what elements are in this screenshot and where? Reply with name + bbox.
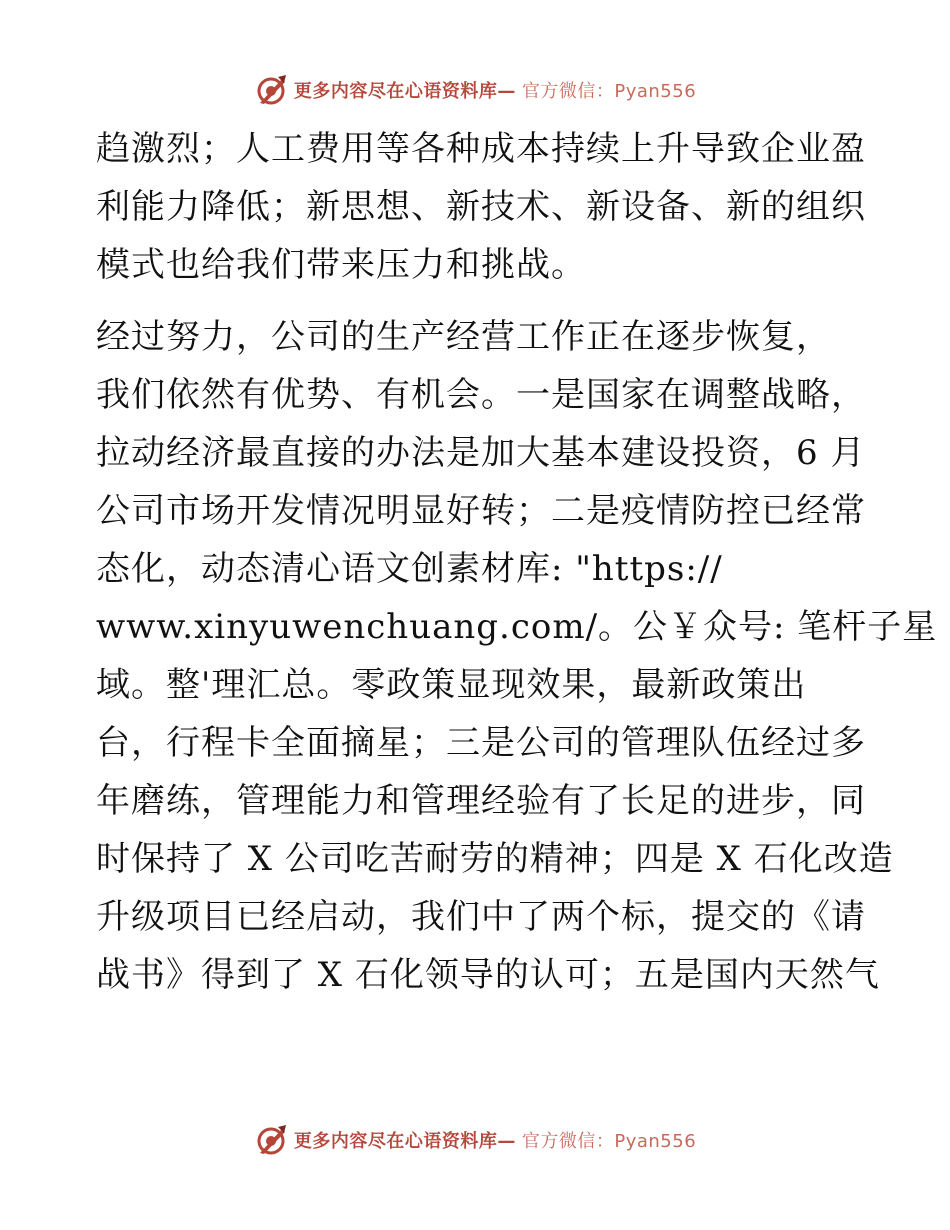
text-line: 台，行程卡全面摘星；三是公司的管理队伍经过多 bbox=[96, 723, 866, 763]
text-line: 战书》得到了 X 石化领导的认可；五是国内天然气 bbox=[96, 955, 880, 995]
document-body bbox=[96, 120, 938, 1004]
text-line: 利能力降低；新思想、新技术、新设备、新的组织 bbox=[96, 187, 866, 227]
text-line: 公司市场开发情况明显好转；二是疫情防控已经常 bbox=[96, 491, 866, 531]
text-line: 模式也给我们带来压力和挑战。 bbox=[96, 245, 586, 285]
text-line: 态化，动态清心语文创素材库: "https:// bbox=[96, 549, 723, 589]
quill-seal-icon bbox=[254, 73, 288, 107]
banner-library-text: 更多内容尽在心语资料库— bbox=[293, 81, 516, 102]
text-line: www.xinyuwenchuang.com/。公￥众号: 笔杆子星 bbox=[96, 607, 938, 647]
text-line: 我们依然有优势、有机会。一是国家在调整战略， bbox=[96, 375, 866, 415]
text-line: 经过努力，公司的生产经营工作正在逐步恢复， bbox=[96, 317, 831, 357]
quill-seal-icon bbox=[254, 1123, 288, 1157]
text-line: 拉动经济最直接的办法是加大基本建设投资，6 月 bbox=[96, 433, 866, 473]
text-line: 时保持了 X 公司吃苦耐劳的精神；四是 X 石化改造 bbox=[96, 839, 894, 879]
banner-wechat-text: 官方微信：Pyan556 bbox=[521, 81, 697, 102]
paragraph bbox=[96, 308, 938, 1004]
text-line: 趋激烈；人工费用等各种成本持续上升导致企业盈 bbox=[96, 129, 866, 169]
footer-banner bbox=[0, 1118, 950, 1162]
text-line: 升级项目已经启动，我们中了两个标，提交的《请 bbox=[96, 897, 866, 937]
text-line: 年磨练，管理能力和管理经验有了长足的进步，同 bbox=[96, 781, 866, 821]
paragraph bbox=[96, 120, 866, 294]
banner-wechat-text: 官方微信：Pyan556 bbox=[521, 1131, 697, 1152]
text-line: 域。整'理汇总。零政策显现效果，最新政策出 bbox=[96, 665, 807, 705]
banner-library-text: 更多内容尽在心语资料库— bbox=[293, 1131, 516, 1152]
header-banner bbox=[0, 68, 950, 112]
